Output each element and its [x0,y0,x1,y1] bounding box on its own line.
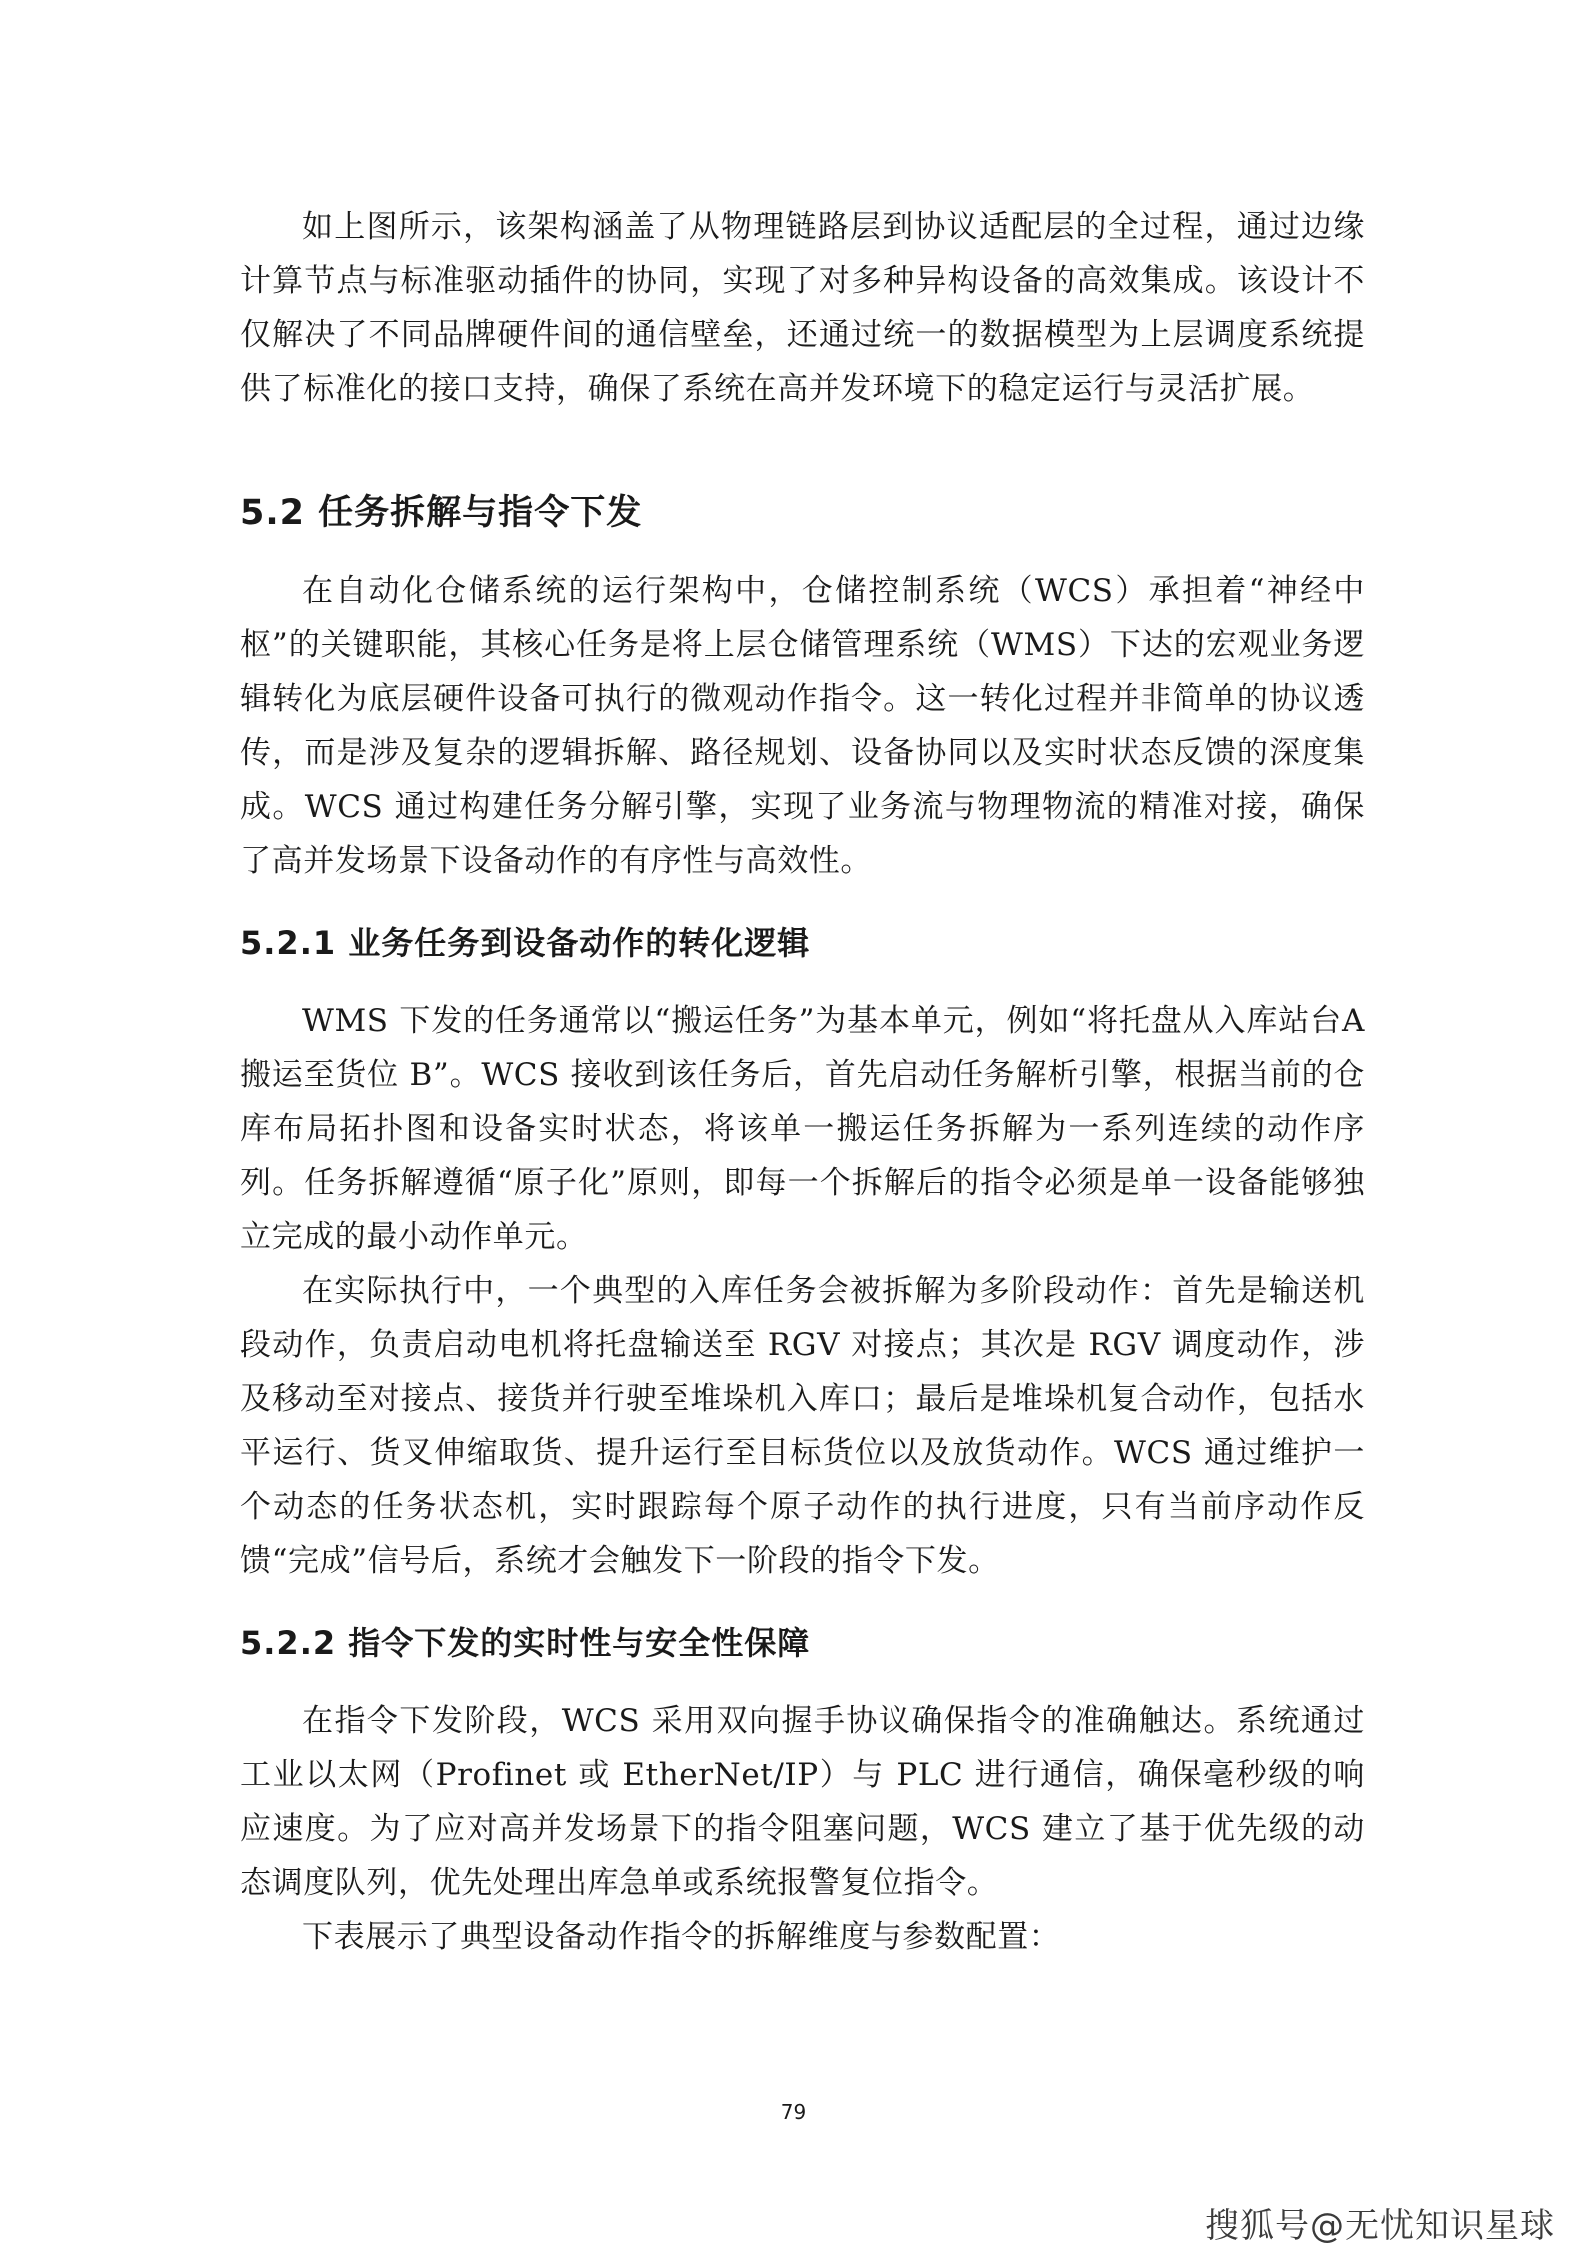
section-5-2-2-paragraph-1: 在指令下发阶段，WCS 采用双向握手协议确保指令的准确触达。系统通过工业以太网（Profinet 或 EtherNet/IP）与 PLC 进行通信，确保毫秒级的响应速度。为了应对高并发场景下的指令阻塞问题，WCS 建立了基于优先级的动态调度队列，优先处理出库急单或系统报警复位指令。 [240,1703,1365,1901]
section-5-2-2-paragraph-2: 下表展示了典型设备动作指令的拆解维度与参数配置： [302,1919,1061,1955]
intro-paragraph: 如上图所示，该架构涵盖了从物理链路层到协议适配层的全过程，通过边缘计算节点与标准驱动插件的协同，实现了对多种异构设备的高效集成。该设计不仅解决了不同品牌硬件间的通信壁垒，还通过统一的数据模型为上层调度系统提供了标准化的接口支持，确保了系统在高并发环境下的稳定运行与灵活扩展。 [240,209,1365,407]
section-heading-5-2-2: 5.2.2 指令下发的实时性与安全性保障 [240,1624,811,1662]
section-heading-5-2-1: 5.2.1 业务任务到设备动作的转化逻辑 [240,924,811,962]
section-5-2-paragraph: 在自动化仓储系统的运行架构中，仓储控制系统（WCS）承担着“神经中枢”的关键职能，其核心任务是将上层仓储管理系统（WMS）下达的宏观业务逻辑转化为底层硬件设备可执行的微观动作指令。这一转化过程并非简单的协议透传，而是涉及复杂的逻辑拆解、路径规划、设备协同以及实时状态反馈的深度集成。WCS 通过构建任务分解引擎，实现了业务流与物理物流的精准对接，确保了高并发场景下设备动作的有序性与高效性。 [240,573,1365,879]
section-5-2-1-paragraph-2: 在实际执行中，一个典型的入库任务会被拆解为多阶段动作：首先是输送机段动作，负责启动电机将托盘输送至 RGV 对接点；其次是 RGV 调度动作，涉及移动至对接点、接货并行驶至堆垛机入库口；最后是堆垛机复合动作，包括水平运行、货叉伸缩取货、提升运行至目标货位以及放货动作。WCS 通过维护一个动态的任务状态机，实时跟踪每个原子动作的执行进度，只有当前序动作反馈“完成”信号后，系统才会触发下一阶段的指令下发。 [240,1273,1365,1579]
watermark-text: 搜狐号@无忧知识星球 [1205,2206,1555,2246]
section-5-2-1-paragraph-1: WMS 下发的任务通常以“搬运任务”为基本单元，例如“将托盘从入库站台A 搬运至货位 B”。WCS 接收到该任务后，首先启动任务解析引擎，根据当前的仓库布局拓扑图和设备实时状态，将该单一搬运任务拆解为一系列连续的动作序列。任务拆解遵循“原子化”原则，即每一个拆解后的指令必须是单一设备能够独立完成的最小动作单元。 [240,1003,1365,1255]
page-number: 79 [780,2100,807,2124]
section-heading-5-2: 5.2 任务拆解与指令下发 [240,493,643,533]
page-content [240,200,1365,1964]
